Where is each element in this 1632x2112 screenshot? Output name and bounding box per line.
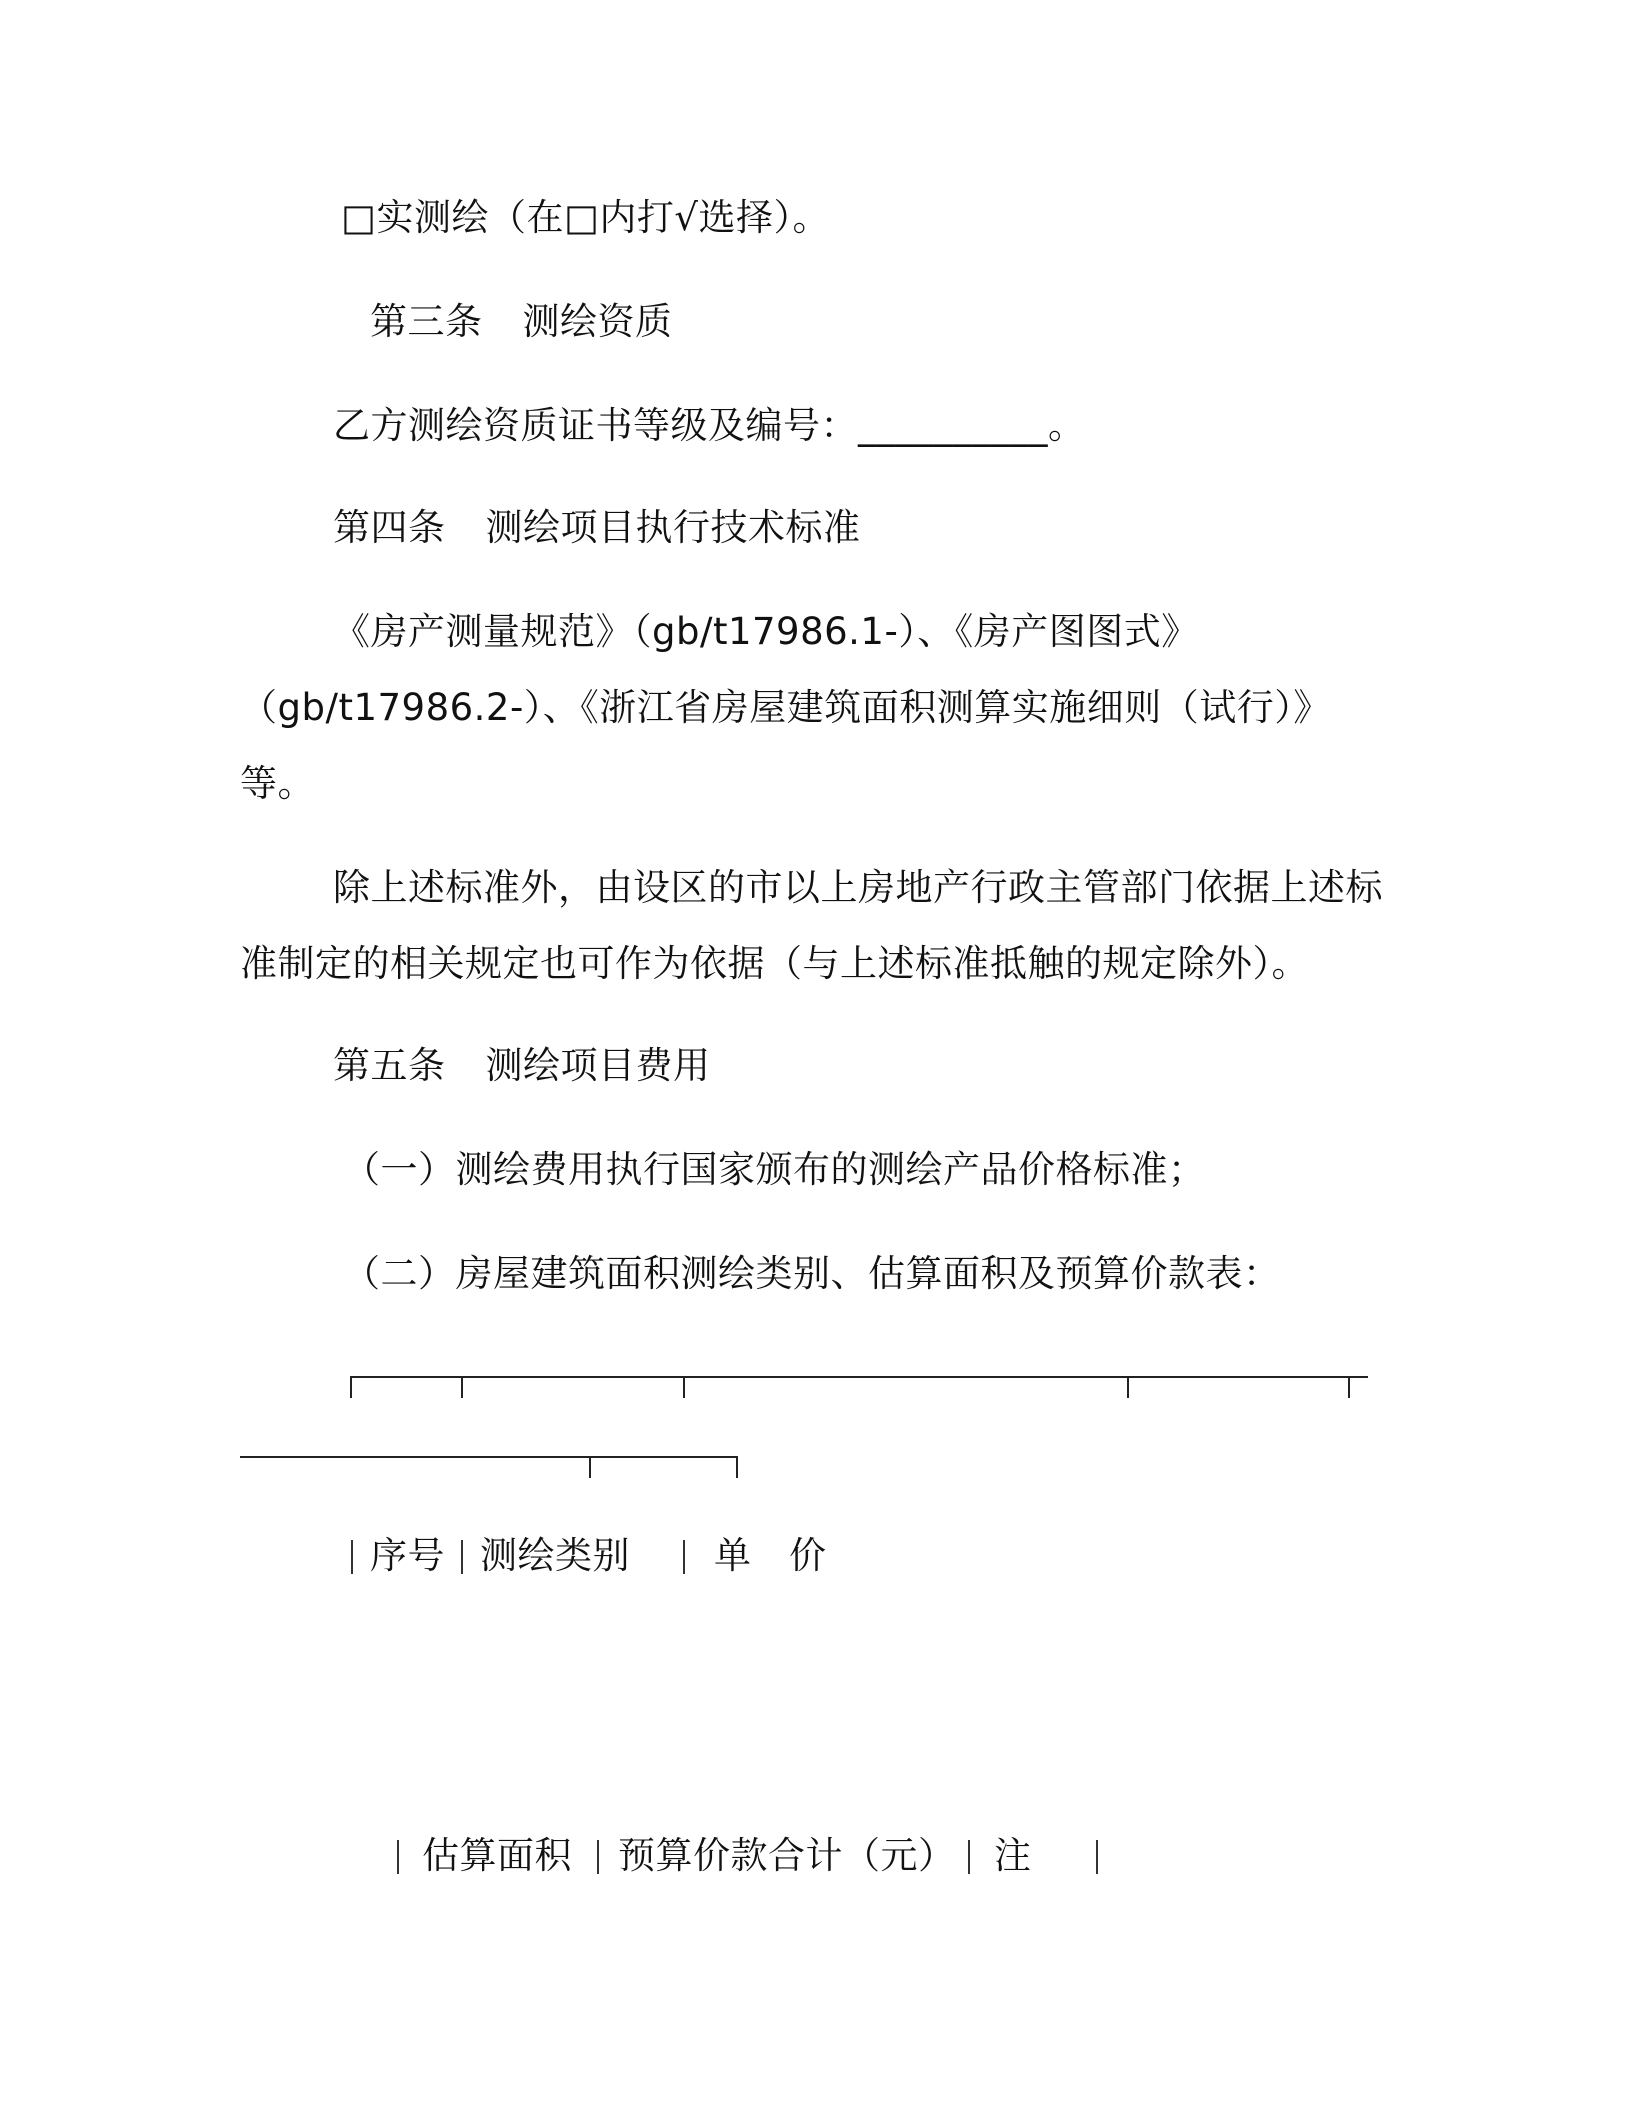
- column-separator: [1096, 1840, 1098, 1874]
- column-separator: [968, 1840, 970, 1874]
- table-col-tick: [1348, 1376, 1350, 1398]
- table-col-tick: [589, 1456, 591, 1478]
- supplement-line-2: 准制定的相关规定也可作为依据（与上述标准抵触的规定除外）。: [240, 942, 1309, 985]
- fee-item-1: （一）测绘费用执行国家颁布的测绘产品价格标准；: [343, 1148, 1206, 1191]
- article-5-title: 测绘项目费用: [485, 1044, 711, 1087]
- column-separator: [597, 1840, 599, 1874]
- article-4-number: 第四条: [333, 506, 446, 549]
- survey-option-line: □实测绘（在□内打√选择）。: [341, 196, 830, 239]
- article-4-heading: [333, 504, 861, 552]
- table-col-tick: [736, 1456, 738, 1478]
- header-unit-price: 单价: [714, 1534, 864, 1577]
- article-3-title: 测绘资质: [522, 300, 673, 343]
- standards-line-2: （gb/t17986.2-）、《浙江省房屋建筑面积测算实施细则（试行）》: [240, 686, 1331, 729]
- column-separator: [461, 1540, 463, 1574]
- table-col-tick: [350, 1376, 352, 1398]
- header-survey-category: 测绘类别: [480, 1534, 630, 1577]
- fee-item-2: （二）房屋建筑面积测绘类别、估算面积及预算价款表：: [343, 1252, 1281, 1295]
- column-separator: [397, 1840, 399, 1874]
- header-estimated-area: 估算面积: [422, 1834, 572, 1877]
- table-col-tick: [1127, 1376, 1129, 1398]
- standards-line-1: 《房产测量规范》（gb/t17986.1-）、《房产图图式》: [333, 610, 1199, 653]
- table-col-tick: [683, 1376, 685, 1398]
- article-5-number: 第五条: [333, 1044, 446, 1087]
- article-3-heading: [370, 298, 673, 346]
- header-budget-total: 预算价款合计（元）: [618, 1834, 956, 1877]
- header-serial-number: 序号: [370, 1534, 445, 1577]
- column-separator: [683, 1540, 685, 1574]
- qualification-line: 乙方测绘资质证书等级及编号：__________。: [333, 404, 1086, 447]
- table-second-rule: [240, 1456, 738, 1458]
- supplement-line-1: 除上述标准外，由设区的市以上房地产行政主管部门依据上述标: [333, 866, 1383, 909]
- header-remarks: 注: [994, 1834, 1032, 1877]
- article-5-heading: [333, 1042, 711, 1090]
- table-col-tick: [461, 1376, 463, 1398]
- standards-line-3: 等。: [240, 762, 315, 805]
- table-top-rule: [350, 1376, 1368, 1378]
- article-3-number: 第三条: [370, 300, 483, 343]
- column-separator: [351, 1540, 353, 1574]
- article-4-title: 测绘项目执行技术标准: [485, 506, 861, 549]
